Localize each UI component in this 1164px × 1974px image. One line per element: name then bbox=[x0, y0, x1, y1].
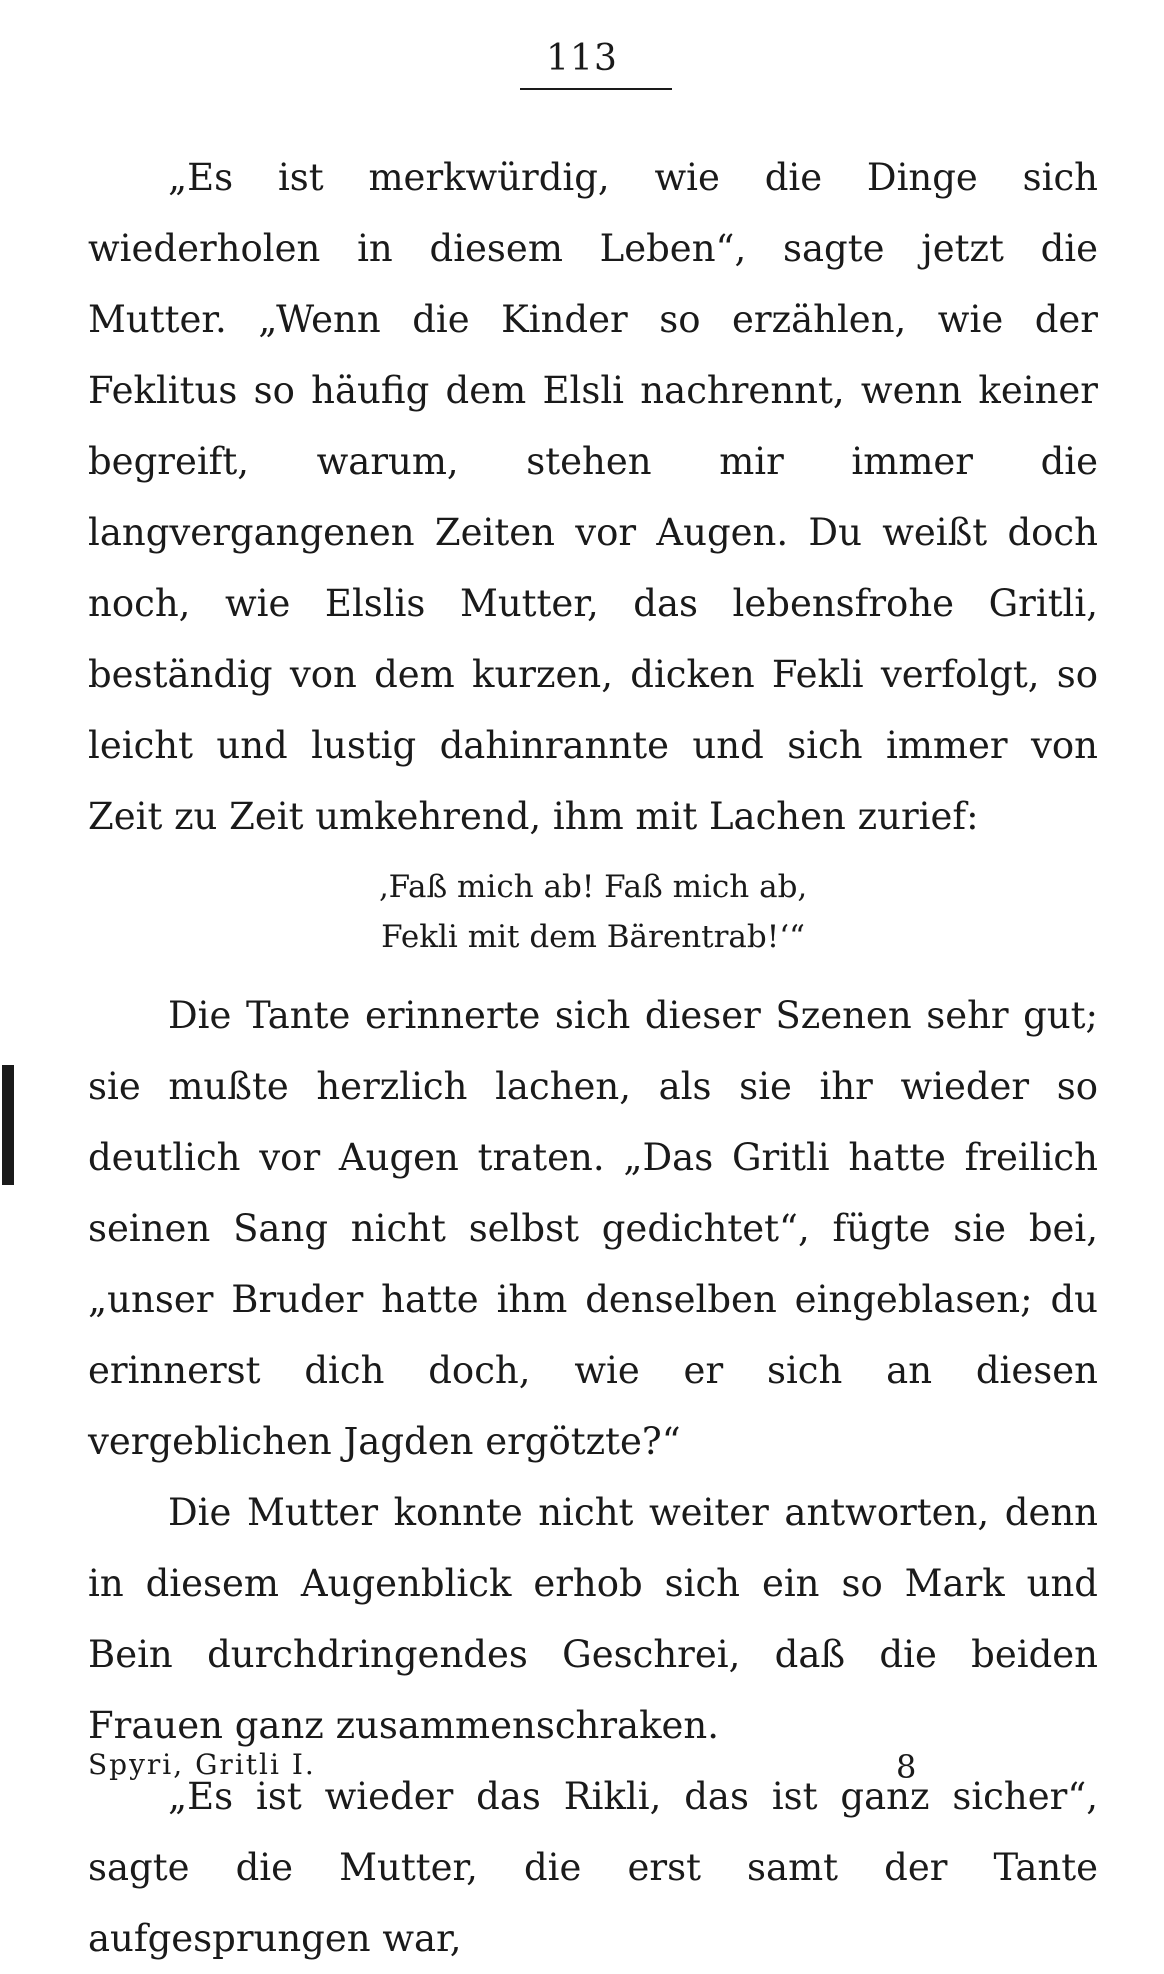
printer-signature: Spyri, Gritli I. bbox=[88, 1748, 316, 1781]
verse-line-1: ‚Faß mich ab! Faß mich ab, bbox=[378, 869, 808, 905]
page-number: 113 bbox=[546, 38, 618, 79]
paragraph-4: „Es ist wieder das Rikli, das ist ganz sicher“, sagte die Mutter, die erst samt der Tante aufgesprungen war, bbox=[88, 1775, 1098, 1960]
header-rule bbox=[520, 88, 672, 90]
scan-edge-mark bbox=[2, 1065, 14, 1185]
page-footer bbox=[88, 1748, 1098, 1798]
verse-line-2: Fekli mit dem Bärentrab!‘“ bbox=[381, 919, 805, 955]
body-text bbox=[88, 142, 1098, 1974]
sheet-number: 8 bbox=[896, 1748, 917, 1786]
paragraph-2: Die Tante erinnerte sich dieser Szenen sehr gut; sie mußte herzlich lachen, als sie ihr wieder so deutlich vor Augen traten. „Das Gritli hatte freilich seinen Sang nicht selbst gedichtet“, fügte sie bei, „unser Bruder hatte ihm denselben eingeblasen; du erinnerst dich doch, wie er sich an diesen vergeblichen Jagden ergötzte?“ bbox=[88, 994, 1098, 1463]
paragraph-1: „Es ist merkwürdig, wie die Dinge sich wiederholen in diesem Leben“, sagte jetzt die Mutter. „Wenn die Kinder so erzählen, wie der Feklitus so häufig dem Elsli nachrennt, wenn keiner begreift, warum, stehen mir immer die langvergangenen Zeiten vor Augen. Du weißt doch noch, wie Elslis Mutter, das lebensfrohe Gritli, beständig von dem kurzen, dicken Fekli verfolgt, so leicht und lustig dahinrannte und sich immer von Zeit zu Zeit umkehrend, ihm mit Lachen zurief: bbox=[88, 156, 1098, 838]
verse-block bbox=[88, 862, 1098, 962]
paragraph-3: Die Mutter konnte nicht weiter antworten, denn in diesem Augenblick erhob sich ein so Mark und Bein durchdringendes Geschrei, daß die beiden Frauen ganz zusammenschraken. bbox=[88, 1491, 1098, 1747]
